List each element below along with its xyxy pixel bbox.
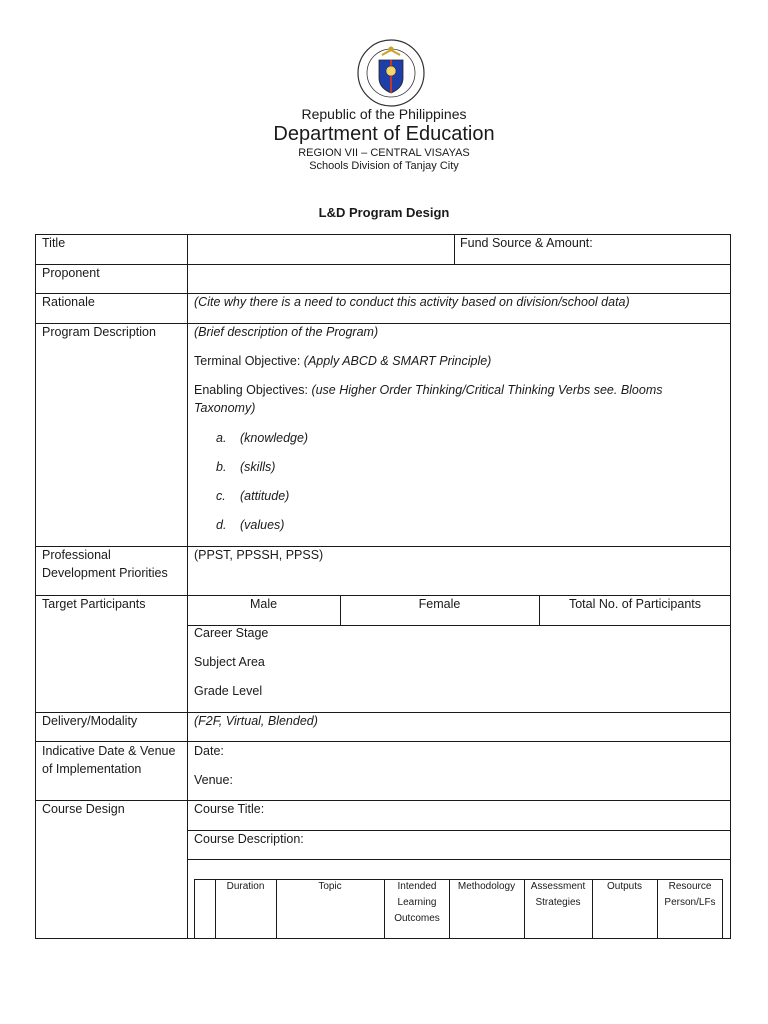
course-table-border (722, 879, 723, 939)
subject-area-label: Subject Area (194, 655, 265, 669)
form-border (35, 234, 36, 939)
rationale-hint: (Cite why there is a need to conduct this activity based on division/school data) (194, 295, 630, 309)
delivery-hint: (F2F, Virtual, Blended) (194, 714, 318, 728)
course-table-header-methodology: Methodology (457, 881, 516, 892)
female-header: Female (418, 597, 461, 611)
course-table-border (657, 879, 658, 939)
row-divider (35, 800, 731, 801)
row-divider (35, 264, 731, 265)
terminal-objective-hint: (Apply ABCD & SMART Principle) (303, 354, 492, 368)
objective-letter: d. (216, 518, 227, 532)
terminal-objective (194, 352, 491, 370)
grade-level-label: Grade Level (194, 684, 263, 698)
program-description-hint: (Brief description of the Program) (194, 325, 379, 339)
row-divider (35, 712, 731, 713)
date-label: Date: (194, 744, 224, 758)
program-design-form (35, 234, 731, 939)
column-divider (187, 234, 188, 939)
program-description-label: Program Description (42, 325, 156, 339)
objective-attitude: (attitude) (240, 489, 290, 503)
course-table-header-resource-person: Resource Person/LFs (664, 881, 716, 908)
objective-values: (values) (240, 518, 285, 532)
form-border (730, 234, 731, 939)
delivery-label: Delivery/Modality (42, 714, 138, 728)
cell-divider (187, 859, 731, 860)
deped-seal-logo (356, 38, 426, 108)
objective-letter: a. (216, 431, 227, 445)
division-heading: Schools Division of Tanjay City (309, 160, 459, 172)
total-participants-header: Total No. of Participants (568, 597, 701, 611)
enabling-objectives-hint: (use Higher Order Thinking/Critical Thinking Verbs see. Blooms Taxonomy) (194, 383, 663, 415)
course-table-header-assessment: Assessment Strategies (530, 881, 586, 908)
enabling-objectives (194, 381, 694, 417)
fund-source-label: Fund Source & Amount: (460, 236, 593, 250)
objective-knowledge: (knowledge) (240, 431, 309, 445)
career-stage-label: Career Stage (194, 626, 269, 640)
course-description-label: Course Description: (194, 832, 304, 846)
region-heading: REGION VII – CENTRAL VISAYAS (298, 147, 470, 159)
course-table-header-topic: Topic (318, 881, 342, 892)
objective-letter: b. (216, 460, 227, 474)
course-table-border (384, 879, 385, 939)
course-design-label: Course Design (42, 802, 125, 816)
date-venue-label: Indicative Date & Venue of Implementation (42, 744, 176, 776)
department-heading: Department of Education (273, 123, 495, 145)
enabling-objectives-label: Enabling Objectives: (194, 383, 308, 397)
title-label: Title (42, 236, 66, 250)
course-table-border (524, 879, 525, 939)
rationale-label: Rationale (42, 295, 95, 309)
course-title-label: Course Title: (194, 802, 265, 816)
document-title: L&D Program Design (318, 205, 450, 220)
objective-skills: (skills) (240, 460, 276, 474)
proponent-label: Proponent (42, 266, 100, 280)
course-table-header-ilo: Intended Learning Outcomes (394, 881, 440, 924)
cell-divider (187, 625, 731, 626)
form-border (35, 938, 731, 939)
form-border (35, 234, 731, 235)
cell-divider (454, 234, 455, 264)
male-header: Male (249, 597, 278, 611)
target-participants-label: Target Participants (42, 597, 146, 611)
pd-priorities-hint: (PPST, PPSSH, PPSS) (194, 548, 324, 562)
pd-priorities-label: Professional Development Priorities (42, 548, 168, 580)
venue-label: Venue: (194, 773, 233, 787)
objective-letter: c. (216, 489, 226, 503)
course-table-border (194, 879, 195, 939)
republic-heading: Republic of the Philippines (301, 106, 467, 122)
course-table-header-outputs: Outputs (606, 881, 643, 892)
terminal-objective-label: Terminal Objective: (194, 354, 301, 368)
course-table-header-duration: Duration (226, 881, 265, 892)
